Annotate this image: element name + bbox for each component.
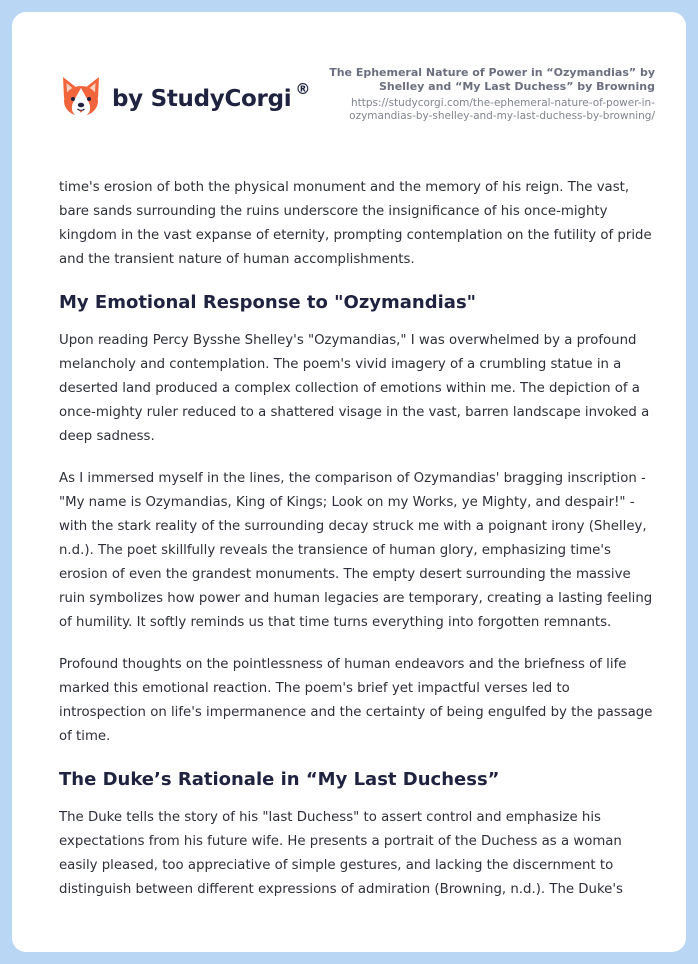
corgi-icon [60, 74, 102, 120]
document-title: The Ephemeral Nature of Power in “Ozymandias” by Shelley and “My Last Duchess” by Browning [329, 66, 655, 93]
page-header [12, 12, 686, 162]
paragraph: Upon reading Percy Bysshe Shelley's "Ozymandias," I was overwhelmed by a profound melancholy and contemplation. The poem's vivid imagery of a crumbling statue in a deserted land produced a complex collection of emotions within me. The depiction of a once-mighty ruler reduced to a shattered visage in the vast, barren landscape invoked a deep sadness. [59, 333, 650, 444]
paragraph: Profound thoughts on the pointlessness of human endeavors and the briefness of life marked this emotional reaction. The poem's brief yet impactful verses led to introspection on life's impermanence and the certainty of being engulfed by the passage of time. [59, 657, 653, 744]
brand-name: by StudyCorgi [112, 86, 292, 112]
paragraph: As I immersed myself in the lines, the comparison of Ozymandias' bragging inscription - "My name is Ozymandias, King of Kings; Look on my Works, ye Mighty, and despair!" - with the stark reality of the surrounding decay struck me with a poignant irony (Shelley, n.d.). The poet skillfully reveals the transience of human glory, emphasizing time's erosion of even the grandest monuments. The empty desert surrounding the massive ruin symbolizes how power and human legacies are temporary, creating a lasting feeling of humility. It softly reminds us that time turns everything into forgotten remnants. [59, 471, 653, 630]
intro-paragraph: time's erosion of both the physical monument and the memory of his reign. The vast, bare sands surrounding the ruins underscore the insignificance of his once-mighty kingdom in the vast expanse of eternity, prompting contemplation on the futility of pride and the transient nature of human accomplishments. [59, 180, 652, 267]
document-page [12, 12, 686, 952]
document-meta [315, 66, 655, 123]
document-url[interactable]: https://studycorgi.com/the-ephemeral-nature-of-power-in-ozymandias-by-shelley-and-my-last-duchess-by-browning/ [349, 97, 655, 122]
section-heading-duke-rationale: The Duke’s Rationale in “My Last Duchess” [59, 769, 500, 790]
registered-mark: ® [295, 80, 311, 98]
document-body [59, 176, 659, 902]
studycorgi-logo[interactable] [60, 74, 310, 120]
section-heading-emotional-response: My Emotional Response to "Ozymandias" [59, 292, 477, 313]
paragraph: The Duke tells the story of his "last Duchess" to assert control and emphasize his expectations from his future wife. He presents a portrait of the Duchess as a woman easily pleased, too appreciative of simple gestures, and lacking the discernment to distinguish between different expressions of admiration (Browning, n.d.). The Duke's [59, 810, 623, 897]
